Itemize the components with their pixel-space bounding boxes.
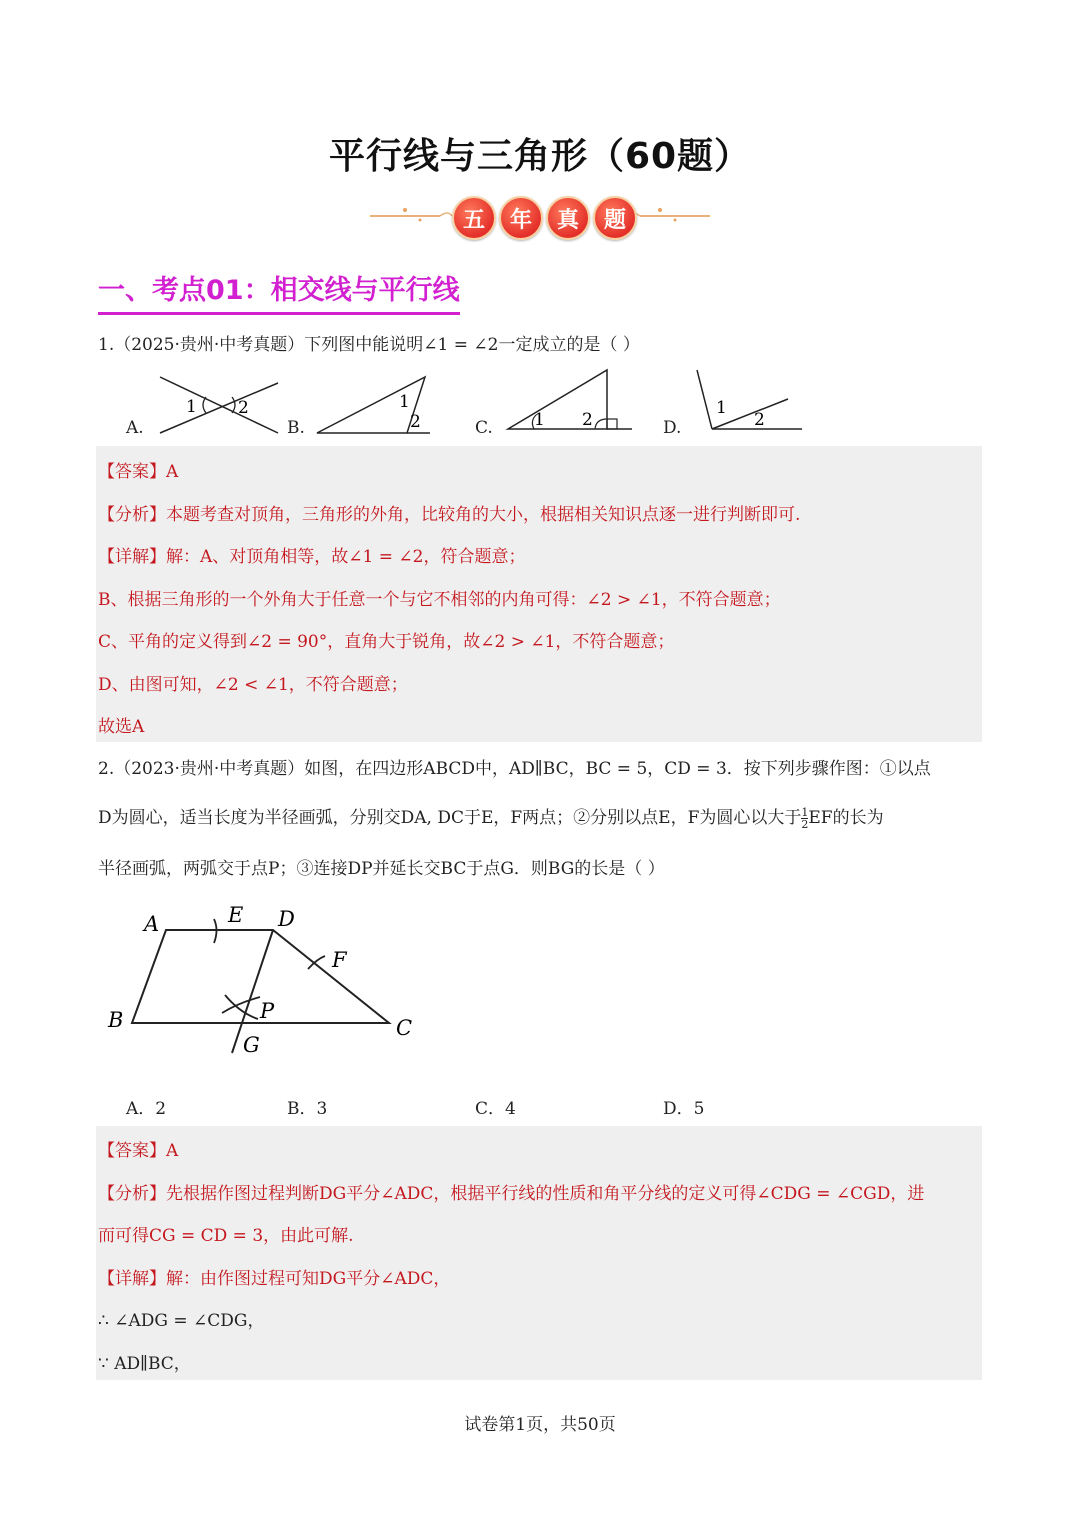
fig-label: 1: [716, 398, 727, 418]
q1-detail-c: C、平角的定义得到∠2 = 90°，直角大于锐角，故∠2 > ∠1，不符合题意；: [98, 632, 675, 652]
section-heading: 一、考点01：相交线与平行线: [98, 272, 460, 315]
q2-analysis-cont: 而可得CG = CD = 3，由此可解.: [98, 1226, 354, 1246]
page-footer: 试卷第1页，共50页: [464, 1415, 616, 1435]
q2-option-a: A．2: [126, 1099, 167, 1119]
q2-stem-line3: 半径画弧，两弧交于点P；③连接DP并延长交BC于点G．则BG的长是（ ）: [98, 859, 665, 879]
q2-option-c: C．4: [475, 1099, 516, 1119]
fig-label: 1: [534, 410, 545, 430]
fraction-denominator: 2: [801, 818, 809, 831]
q2-stem-line1: 2.（2023·贵州·中考真题）如图，在四边形ABCD中，AD∥BC，BC = 5，CD = 3．按下列步骤作图：①以点: [98, 759, 931, 779]
fig-label: 1: [399, 392, 410, 412]
q2-option-d: D．5: [663, 1099, 705, 1119]
fig-label: 2: [754, 410, 765, 430]
q2-analysis: [98, 1179, 924, 1204]
q2-figure-quadrilateral: [100, 895, 430, 1065]
detail-text: 解：A、对顶角相等，故∠1 = ∠2，符合题意；: [166, 547, 526, 567]
point-label-a: A: [144, 912, 160, 936]
q1-option-a: A.: [126, 418, 144, 438]
q1-answer: 【答案】A: [98, 462, 179, 482]
analysis-text: 先根据作图过程判断DG平分∠ADC，根据平行线的性质和角平分线的定义可得∠CDG = ∠CGD，进: [166, 1184, 925, 1204]
q1-detail-d: D、由图可知，∠2 < ∠1，不符合题意；: [98, 675, 408, 695]
detail-label: 【详解】: [98, 1269, 166, 1289]
point-label-p: P: [260, 999, 275, 1023]
stem-text: EF的长为: [808, 808, 884, 828]
fig-label: 1: [186, 397, 197, 417]
q1-detail: [98, 542, 525, 567]
q1-analysis: [98, 500, 800, 525]
fig-label: 2: [582, 410, 593, 430]
q2-detail: [98, 1264, 450, 1289]
q1-conclusion: 故选A: [98, 717, 145, 737]
q1-option-c: C.: [475, 418, 493, 438]
point-label-f: F: [332, 948, 347, 972]
badge: 五: [452, 196, 496, 240]
q2-stem-line2: [98, 803, 884, 830]
q2-option-b: B．3: [287, 1099, 328, 1119]
badge: 真: [546, 196, 590, 240]
q1-detail-b: B、根据三角形的一个外角大于任意一个与它不相邻的内角可得：∠2 > ∠1，不符合题意；: [98, 590, 781, 610]
badge-row: [452, 196, 637, 240]
badge: 题: [593, 196, 637, 240]
stem-text: D为圆心，适当长度为半径画弧，分别交DA, DC于E，F两点；②分别以点E，F为圆心以大于: [98, 808, 802, 828]
q1-stem: 1.（2025·贵州·中考真题）下列图中能说明∠1 = ∠2一定成立的是（ ）: [98, 335, 640, 355]
analysis-text: 本题考查对顶角，三角形的外角，比较角的大小，根据相关知识点逐一进行判断即可.: [166, 505, 801, 525]
q1-option-b: B.: [287, 418, 305, 438]
fig-label: 2: [238, 398, 249, 418]
analysis-label: 【分析】: [98, 505, 166, 525]
q1-option-d: D.: [663, 418, 682, 438]
point-label-d: D: [278, 907, 295, 931]
fraction-numerator: 1: [801, 806, 809, 819]
q1-option-figures: [120, 365, 820, 440]
badge: 年: [499, 196, 543, 240]
q2-answer-box: [96, 1126, 982, 1380]
detail-label: 【详解】: [98, 547, 166, 567]
point-label-g: G: [243, 1033, 260, 1057]
point-label-b: B: [108, 1008, 124, 1032]
q2-detail-step: ∴ ∠ADG = ∠CDG，: [98, 1311, 265, 1331]
detail-text: 解：由作图过程可知DG平分∠ADC，: [166, 1269, 451, 1289]
point-label-c: C: [396, 1016, 413, 1040]
fig-label: 2: [410, 412, 421, 432]
analysis-label: 【分析】: [98, 1184, 166, 1204]
q2-detail-step: ∵ AD∥BC，: [98, 1354, 191, 1374]
page-title: 平行线与三角形（60题）: [328, 136, 752, 177]
q2-answer: 【答案】A: [98, 1141, 179, 1161]
point-label-e: E: [228, 903, 244, 927]
